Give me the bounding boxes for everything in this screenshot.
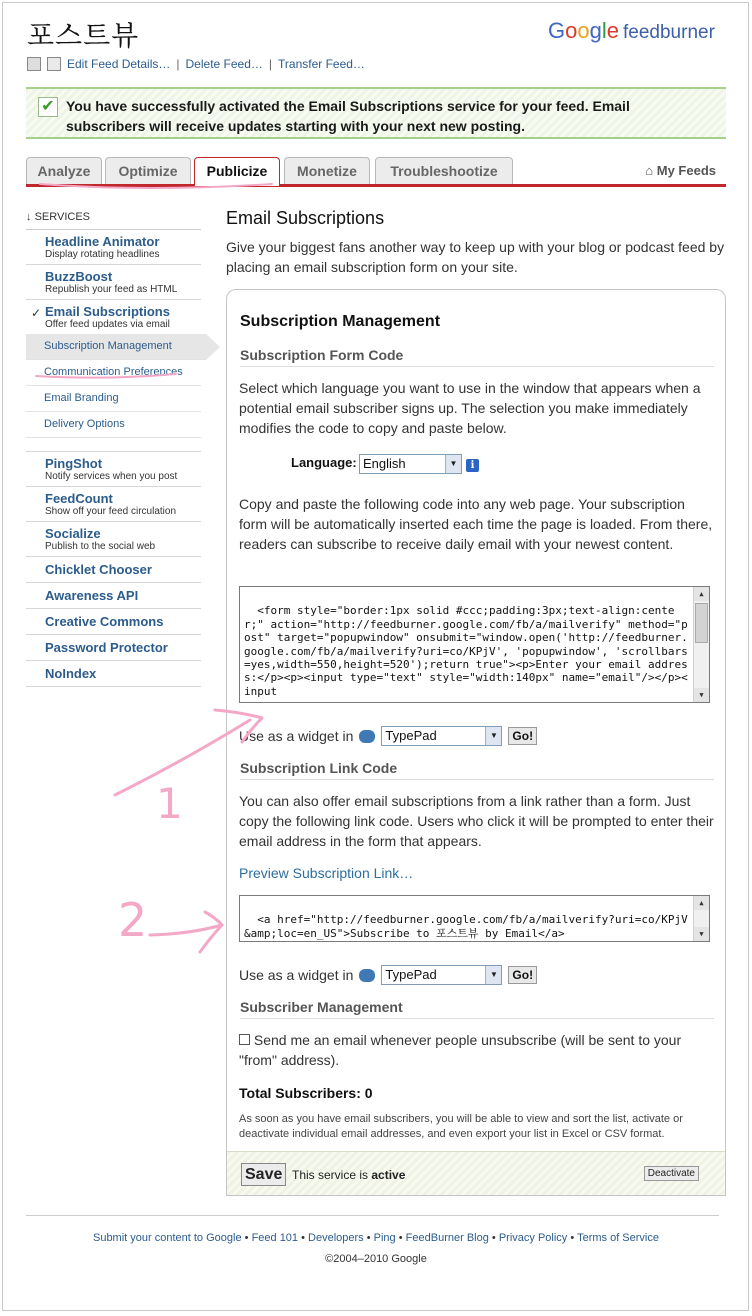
checkmark-icon: ✓: [31, 306, 42, 320]
subscribers-note: As soon as you have email subscribers, you will be able to view and sort the list, activate or deactivate individual email addresses, and even export your list in Excel or CSV format.: [239, 1113, 683, 1140]
tab-troubleshootize[interactable]: Troubleshootize: [375, 157, 513, 184]
scrollbar[interactable]: [693, 587, 709, 702]
scroll-down-icon[interactable]: ▼: [694, 688, 709, 702]
chevron-down-icon: ▼: [485, 966, 501, 984]
sidebar-item-pingshot[interactable]: PingShot Notify services when you post: [26, 452, 201, 487]
service-status: This service is active: [292, 1168, 406, 1182]
sidebar-item-creative-commons[interactable]: Creative Commons: [26, 609, 201, 635]
footer-link-developers[interactable]: Developers: [308, 1232, 364, 1244]
language-select[interactable]: English ▼: [359, 454, 462, 474]
delete-feed-link[interactable]: Delete Feed…: [185, 57, 263, 71]
separator: |: [176, 57, 180, 71]
annotation-label-1: 1: [156, 779, 183, 828]
footer-links: Submit your content to Google • Feed 101 • Developers • Ping • FeedBurner Blog • Privacy Policy • Terms of Service: [92, 1232, 659, 1244]
main-tabs: [26, 157, 726, 187]
sidebar-item-noindex[interactable]: NoIndex: [26, 661, 201, 687]
form-code-description: Select which language you want to use in the window that appears when a potential email subscriber signs up. The selection you make immediately modifies the code to copy and paste below.: [239, 380, 701, 436]
save-button[interactable]: Save: [241, 1163, 286, 1186]
intro-text: Give your biggest fans another way to keep up with your blog or podcast feed by placing an email subscription form on your site.: [226, 239, 725, 275]
site-title: 포스트뷰: [27, 19, 140, 52]
widget-label: Use as a widget in: [239, 728, 354, 744]
success-notice: [26, 87, 726, 139]
widget-label: Use as a widget in: [239, 967, 354, 983]
home-icon: ⌂: [645, 163, 657, 178]
services-heading: ↓ SERVICES: [26, 206, 201, 230]
typepad-icon: [359, 730, 375, 743]
unsubscribe-notify-checkbox[interactable]: [239, 1034, 250, 1045]
panel-title: Subscription Management: [240, 313, 441, 330]
sidebar-item-feedcount[interactable]: FeedCount Show off your feed circulation: [26, 487, 201, 522]
info-icon[interactable]: i: [466, 459, 479, 472]
page-title: Email Subscriptions: [226, 208, 385, 228]
down-arrow-icon: ↓: [26, 211, 35, 223]
form-code-heading: Subscription Form Code: [240, 347, 714, 367]
link-code-textarea[interactable]: <a href="http://feedburner.google.com/fb/a/mailverify?uri=co/KPjV&amp;loc=en_US">Subscribe to 포스트뷰 by Email</a> ▲ ▼: [239, 895, 710, 942]
scroll-up-icon[interactable]: ▲: [694, 587, 709, 601]
success-message: You have successfully activated the Email Subscriptions service for your feed. Email subscribers will receive updates starting with your next new posting.: [66, 98, 630, 134]
footer-link-feed-101[interactable]: Feed 101: [251, 1232, 299, 1244]
footer-link-ping[interactable]: Ping: [373, 1232, 396, 1244]
copy-instructions: Copy and paste the following code into any web page. Your subscription form will be automatically inserted each time the page is loaded. From there, readers can subscribe to receive daily email with your newest content.: [239, 496, 713, 552]
google-feedburner-logo: Google feedburner: [548, 18, 715, 43]
tab-optimize[interactable]: Optimize: [105, 157, 191, 184]
footer-link-feedburner-blog[interactable]: FeedBurner Blog: [405, 1232, 489, 1244]
go-button[interactable]: Go!: [508, 727, 537, 745]
divider: [26, 438, 201, 452]
sidebar-item-buzzboost[interactable]: BuzzBoost Republish your feed as HTML: [26, 265, 201, 300]
typepad-icon: [359, 969, 375, 982]
sidebar-item-socialize[interactable]: Socialize Publish to the social web: [26, 522, 201, 557]
widget-row-form: [239, 726, 537, 746]
page-icon[interactable]: [47, 57, 61, 71]
scrollbar[interactable]: [693, 896, 709, 941]
feed-icon[interactable]: [27, 57, 41, 71]
total-subscribers: Total Subscribers: 0: [239, 1085, 373, 1101]
language-label: Language:: [291, 455, 357, 470]
annotation-label-2: 2: [118, 893, 148, 947]
check-icon: ✔: [38, 97, 58, 117]
sidebar-item-awareness-api[interactable]: Awareness API: [26, 583, 201, 609]
sidebar-sub-subscription-management[interactable]: Subscription Management: [26, 334, 206, 360]
services-sidebar: [26, 206, 201, 687]
unsubscribe-notify-row: [239, 1030, 714, 1070]
deactivate-button[interactable]: Deactivate: [644, 1166, 699, 1181]
scroll-down-icon[interactable]: ▼: [694, 927, 709, 941]
preview-subscription-link[interactable]: Preview Subscription Link…: [239, 865, 414, 881]
chevron-down-icon: ▼: [485, 727, 501, 745]
sidebar-sub-email-branding[interactable]: Email Branding: [26, 386, 201, 412]
sidebar-item-chicklet-chooser[interactable]: Chicklet Chooser: [26, 557, 201, 583]
footer-link-submit-content[interactable]: Submit your content to Google: [92, 1232, 242, 1244]
separator: |: [268, 57, 273, 71]
footer-link-terms-of-service[interactable]: Terms of Service: [577, 1232, 659, 1244]
feed-tools: [27, 57, 365, 71]
save-bar: [227, 1151, 725, 1195]
go-button[interactable]: Go!: [508, 966, 537, 984]
tab-analyze[interactable]: Analyze: [26, 157, 102, 184]
sidebar-item-email-subscriptions[interactable]: ✓ Email Subscriptions Offer feed updates via email: [31, 304, 170, 330]
footer-link-privacy-policy[interactable]: Privacy Policy: [498, 1232, 568, 1244]
status-value: active: [371, 1168, 406, 1182]
main-header: [226, 208, 726, 277]
link-code-description: You can also offer email subscriptions from a link rather than a form. Just copy the following link code. Users who click it will be prompted to enter their email address in the form that appears.: [239, 793, 714, 849]
link-code-heading: Subscription Link Code: [240, 760, 714, 780]
subscriber-management-heading: Subscriber Management: [240, 999, 714, 1019]
sidebar-sub-delivery-options[interactable]: Delivery Options: [26, 412, 201, 438]
footer-divider: [26, 1215, 719, 1216]
sidebar-sub-communication-preferences[interactable]: Communication Preferences: [26, 360, 201, 386]
scroll-thumb[interactable]: [695, 603, 708, 643]
sidebar-item-headline-animator[interactable]: Headline Animator Display rotating headlines: [26, 230, 201, 265]
tab-monetize[interactable]: Monetize: [284, 157, 370, 184]
transfer-feed-link[interactable]: Transfer Feed…: [278, 57, 365, 71]
widget-select[interactable]: TypePad ▼: [381, 726, 502, 746]
sidebar-item-password-protector[interactable]: Password Protector: [26, 635, 201, 661]
form-code-textarea[interactable]: <form style="border:1px solid #ccc;padding:3px;text-align:center;" action="http://feedburner.google.com/fb/a/mailverify" method="post" target="popupwindow" onsubmit="window.open('http://feedburner.google.com/fb/a/mailverify?uri=co/KPjV', 'popupwindow', 'scrollbars=yes,width=550,height=520');return true"><p>Enter your email address:</p><p><input type="text" style="width:140px" name="email"/></p><input ▲ ▼: [239, 586, 710, 703]
copyright: ©2004–2010 Google: [325, 1253, 427, 1265]
my-feeds-link[interactable]: ⌂ My Feeds: [645, 163, 716, 178]
scroll-up-icon[interactable]: ▲: [694, 896, 709, 910]
widget-row-link: [239, 965, 537, 985]
unsubscribe-notify-label: Send me an email whenever people unsubscribe (will be sent to your "from" address).: [239, 1032, 682, 1068]
edit-feed-details-link[interactable]: Edit Feed Details…: [67, 57, 171, 71]
widget-select[interactable]: TypePad ▼: [381, 965, 502, 985]
tab-publicize[interactable]: Publicize: [194, 157, 280, 186]
chevron-down-icon: ▼: [445, 455, 461, 473]
